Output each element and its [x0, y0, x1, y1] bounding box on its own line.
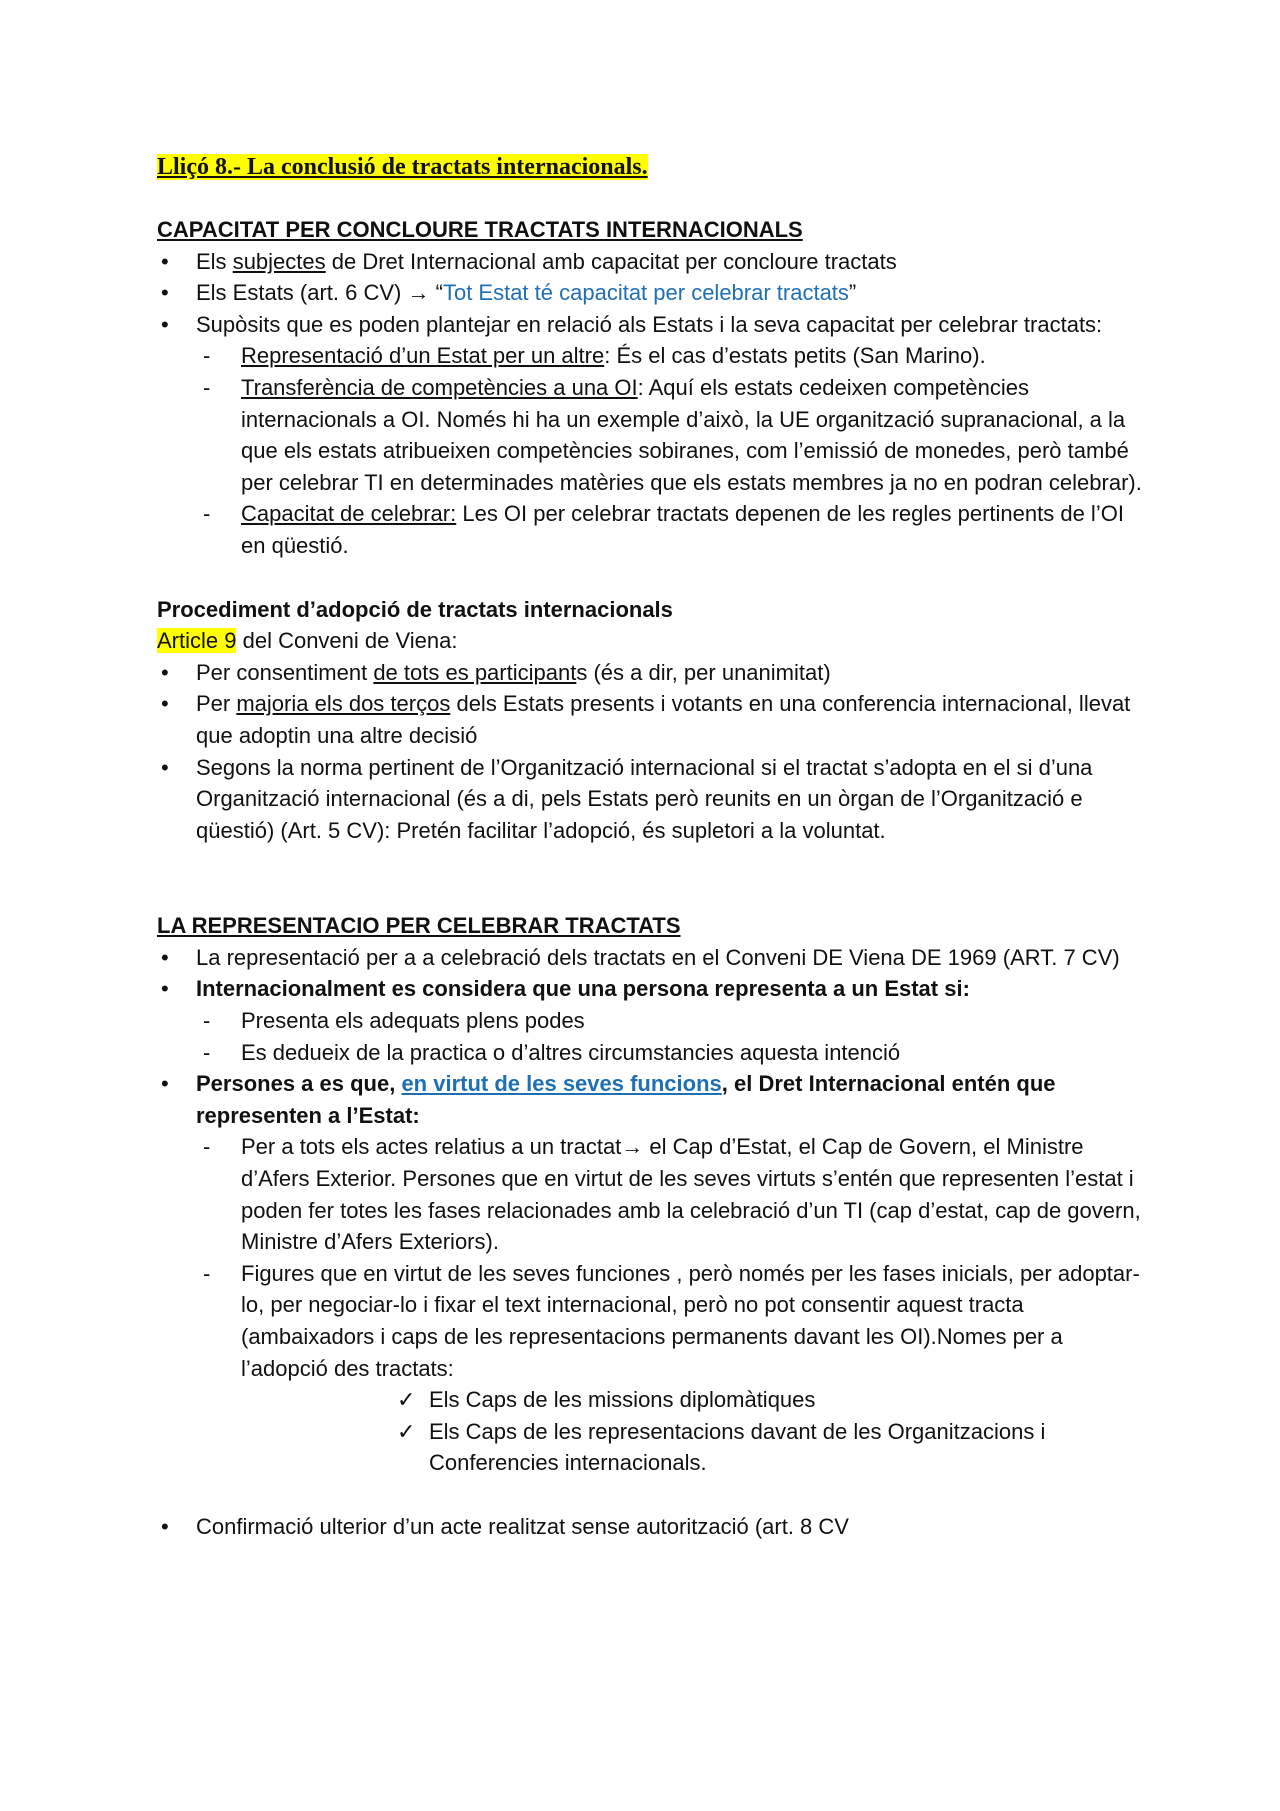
check-item: ✓ Els Caps de les missions diplomàtiques: [391, 1384, 1147, 1416]
section-representacio-heading: LA REPRESENTACIO PER CELEBRAR TRACTATS: [157, 913, 681, 939]
checkmark-icon: ✓: [397, 1387, 416, 1413]
procediment-list: [157, 657, 1147, 847]
sub-list-item: - Per a tots els actes relatius a un tractat→ el Cap d’Estat, el Cap de Govern, el Ministre d’Afers Exterior. Persones que en virtut de les seves virtuts s’entén que representen l’estat i poden fer totes les fases relacionades amb la celebració d’un TI (cap d’estat, cap de govern, Ministre d’Afers Exteriors).: [196, 1131, 1147, 1257]
sub-list-item: - Capacitat de celebrar: Les OI per celebrar tractats depenen de les regles pertinents de l’OI en qüestió.: [196, 498, 1147, 561]
list-item: • La representació per a a celebració dels tractats en el Conveni DE Viena DE 1969 (ART. 7 CV): [157, 942, 1147, 974]
section-capacitat-heading: CAPACITAT PER CONCLOURE TRACTATS INTERNACIONALS: [157, 217, 803, 242]
confirmacio-list: [157, 1511, 1147, 1543]
caps-checklist: [241, 1384, 1147, 1479]
check-item: ✓ Els Caps de les representacions davant de les Organitzacions i Conferencies internacionals.: [391, 1416, 1147, 1479]
article-line: Article 9 del Conveni de Viena:: [157, 628, 458, 654]
sub-list-item: - Figures que en virtut de les seves funciones , però només per les fases inicials, per adoptar-lo, per negociar-lo i fixar el text internacional, però no pot consentir aquest tracta (ambaixadors i caps de les representacions permanents davant les OI).Nomes per a l’adopció des tractats: ✓ Els Caps de les missions diplomàtiques ✓ Els Caps de les representacions davant de les Organitzacions i Conferencies internacionals.: [196, 1258, 1147, 1479]
list-item: • Per consentiment de tots es participants (és a dir, per unanimitat): [157, 657, 1147, 689]
lesson-title: Lliçó 8.- La conclusió de tractats internacionals.: [157, 154, 648, 180]
representa-sublist: [196, 1005, 1147, 1068]
representacio-list: [157, 942, 1147, 1479]
persones-sublist: [196, 1131, 1147, 1479]
list-item: • Segons la norma pertinent de l’Organització internacional si el tractat s’adopta en el si d’una Organització internacional (és a di, pels Estats però reunits en un òrgan de l’Organització e qüestió) (Art. 5 CV): Pretén facilitar l’adopció, és supletori a la voluntat.: [157, 752, 1147, 847]
funcions-link[interactable]: en virtut de les seves funcions: [401, 1071, 722, 1097]
list-item: • Els Estats (art. 6 CV) → “Tot Estat té capacitat per celebrar tractats”: [157, 277, 1147, 309]
document-page: [157, 150, 1147, 1543]
article-highlight: Article 9: [157, 628, 237, 654]
sub-list-item: - Transferència de competències a una OI: Aquí els estats cedeixen competències internacionals a OI. Només hi ha un exemple d’això, la UE organització supranacional, a la que els estats atribueixen competències sobiranes, com l’emissió de monedes, però també per celebrar TI en determinades matèries que els estats membres ja no en podran celebrar).: [196, 372, 1147, 498]
list-item: • Internacionalment es considera que una persona representa a un Estat si: - Presenta els adequats plens podes - Es dedueix de la practica o d’altres circumstancies aquesta intenció: [157, 973, 1147, 1068]
arrow-icon: →: [407, 280, 430, 306]
sub-list-item: - Es dedueix de la practica o d’altres circumstancies aquesta intenció: [196, 1037, 1147, 1069]
list-item: • Confirmació ulterior d’un acte realitzat sense autorització (art. 8 CV: [157, 1511, 1147, 1543]
checkmark-icon: ✓: [397, 1418, 416, 1444]
arrow-icon: →: [621, 1134, 644, 1160]
list-item: • Per majoria els dos terços dels Estats presents i votants en una conferencia internacional, llevat que adoptin una altre decisió: [157, 688, 1147, 751]
list-item: • Persones a es que, en virtut de les seves funcions, el Dret Internacional entén que representen a l’Estat: - Per a tots els actes relatius a un tractat→ el Cap d’Estat, el Cap de Govern, el Ministre d’Afers Exterior. Persones que en virtut de les seves virtuts s’entén que representen l’estat i poden fer totes les fases relacionades amb la celebració d’un TI (cap d’estat, cap de govern, Ministre d’Afers Exteriors). - Figures que en virtut de les seves funciones , però només per les fases inicials, per adoptar-lo, per negociar-lo i fixar el text internacional, però no pot consentir aquest tracta (ambaixadors i caps de les representacions permanents davant les OI).Nomes per a l’adopció des tractats: ✓ Els Caps de les missions diplomàtiques ✓ Els Caps de les representacions davant de les Organitzacions i Conferencies internacionals.: [157, 1068, 1147, 1479]
list-item: • Els subjectes de Dret Internacional amb capacitat per concloure tractats: [157, 246, 1147, 278]
suposits-sublist: [196, 340, 1147, 561]
sub-list-item: - Presenta els adequats plens podes: [196, 1005, 1147, 1037]
capacitat-list: [157, 246, 1147, 562]
section-procediment-heading: Procediment d’adopció de tractats internacionals: [157, 596, 673, 622]
sub-list-item: - Representació d’un Estat per un altre: És el cas d’estats petits (San Marino).: [196, 340, 1147, 372]
list-item: • Supòsits que es poden plantejar en relació als Estats i la seva capacitat per celebrar tractats: - Representació d’un Estat per un altre: És el cas d’estats petits (San Marino). - Transferència de competències a una OI: Aquí els estats cedeixen competències internacionals a OI. Només hi ha un exemple d’això, la UE organització supranacional, a la que els estats atribueixen competències sobiranes, com l’emissió de monedes, però també per celebrar TI en determinades matèries que els estats membres ja no en podran celebrar). - Capacitat de celebrar: Les OI per celebrar tractats depenen de les regles pertinents de l’OI en qüestió.: [157, 309, 1147, 562]
quote-text: Tot Estat té capacitat per celebrar tractats: [442, 280, 849, 306]
